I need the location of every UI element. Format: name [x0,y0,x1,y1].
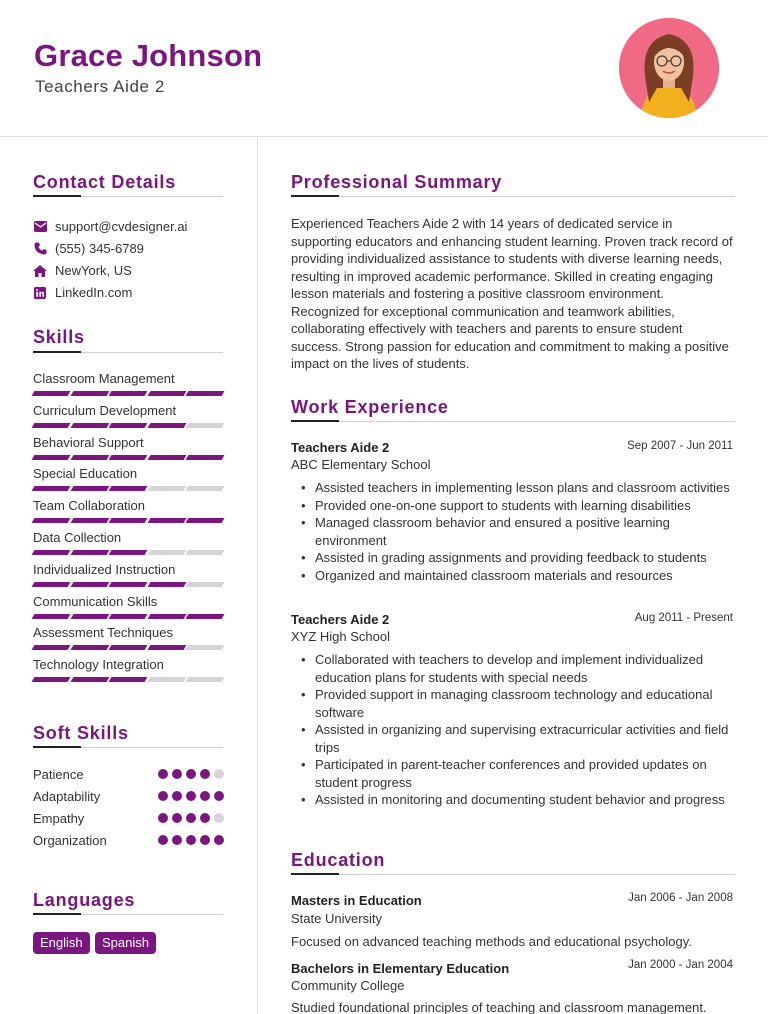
skill-level-segment [109,486,147,491]
skill-level-segment [186,518,224,523]
skill-level-bar [33,518,223,523]
education-1-desc: Focused on advanced teaching methods and educational psychology. [291,934,692,949]
skill-level-segment [109,645,147,650]
summary-rule-accent [291,195,339,197]
skill-level-segment [70,614,108,619]
job-1-org: ABC Elementary School [291,457,431,472]
education-rule-accent [291,873,339,875]
list-item: • Organized and maintained classroom materials and resources [298,567,738,585]
skill-level-segment [109,391,147,396]
skill-level-segment [70,486,108,491]
list-item: • Collaborated with teachers to develop and implement individualized education plans for students with special needs [298,651,738,686]
rating-dot [200,813,210,823]
skill-level-segment [147,486,185,491]
education-2-school: Community College [291,978,405,993]
candidate-title: Teachers Aide 2 [35,77,165,96]
skill-level-segment [32,645,70,650]
skill-level-segment [186,486,224,491]
skill-level-segment [32,582,70,587]
skill-level-segment [147,614,185,619]
education-1-date: Jan 2006 - Jan 2008 [628,892,733,904]
skill-label: Behavioral Support [33,434,144,450]
soft-skill-rating [158,835,224,845]
skill-label: Team Collaboration [33,498,146,514]
contact-linkedin-text: LinkedIn.com [55,285,133,300]
language-chip-spanish: Spanish [95,932,156,954]
list-item: • Participated in parent-teacher conferences and provided updates on student progress [298,756,738,791]
skill-label: Technology Integration [33,657,164,673]
skill-level-bar [33,391,223,396]
skill-label: Data Collection [33,530,122,545]
language-chip-english: English [33,932,90,954]
skill-level-segment [186,614,224,619]
rating-dot [200,835,210,845]
skill-level-segment [32,423,70,428]
list-item: • Assisted in monitoring and documenting student behavior and progress [298,791,738,809]
soft-skill-label: Patience [33,767,84,782]
skill-level-segment [32,677,70,682]
soft-skill-rating [158,791,224,801]
skill-level-segment [186,677,224,682]
job-2-title: Teachers Aide 2 [291,612,390,627]
rating-dot [214,835,224,845]
soft-skills-section-title: Soft Skills [33,723,129,743]
rating-dot [214,813,224,823]
skill-label: Communication Skills [33,593,158,609]
languages-rule-accent [33,913,81,915]
rating-dot [186,791,196,801]
skill-level-segment [70,550,108,555]
skill-label: Individualized Instruction [33,561,176,577]
contact-rule-accent [33,195,81,197]
skill-level-segment [109,677,147,682]
soft-skill-label: Organization [33,833,107,848]
list-item: • Provided one-on-one support to students with learning disabilities [298,497,738,515]
contact-phone-text: (555) 345-6789 [55,241,144,256]
skill-level-segment [147,582,185,587]
rating-dot [172,835,182,845]
job-1-bullets [298,479,738,584]
summary-text: Experienced Teachers Aide 2 with 14 years of dedicated service in supporting educators and enhancing student learning. Proven track record of providing individualized assistance to students with diverse learning needs, resulting in improved academic performance. Skilled in creating engaging lesson materials and fostering a positive classroom environment. Recognized for exceptional communication and teamwork abilities, collaborating effectively with teachers and parents to ensure student success. Strong passion for education and commitment to making a positive impact on the lives of students. [291,216,733,371]
soft-skill-label: Adaptability [33,789,101,804]
skill-level-segment [109,550,147,555]
skill-label: Classroom Management [33,371,175,386]
skill-level-segment [109,582,147,587]
rating-dot [158,813,168,823]
contact-section-title: Contact Details [33,172,177,192]
list-item: • Assisted in grading assignments and providing feedback to students [298,549,738,567]
contact-location [33,263,132,278]
skill-level-segment [32,614,70,619]
education-2-desc: Studied foundational principles of teaching and classroom management. [291,1000,707,1014]
languages-section-title: Languages [33,890,136,910]
skills-rule-accent [33,351,81,353]
rating-dot [172,769,182,779]
contact-linkedin[interactable] [33,285,132,300]
rating-dot [186,769,196,779]
contact-email-text: support@cvdesigner.ai [55,219,188,234]
soft-skill-label: Empathy [33,811,85,826]
contact-location-text: NewYork, US [55,263,132,278]
summary-section-title: Professional Summary [291,172,503,192]
job-2-org: XYZ High School [291,629,390,644]
list-item: • Provided support in managing classroom technology and educational software [298,686,738,721]
soft-skill-rating [158,769,224,779]
skill-level-segment [70,518,108,523]
email-icon [33,220,47,234]
skill-level-segment [186,423,224,428]
skill-level-segment [186,645,224,650]
rating-dot [200,791,210,801]
skill-level-segment [70,391,108,396]
skill-level-segment [147,645,185,650]
soft-skills-rule-accent [33,746,81,748]
education-1-school: State University [291,911,383,926]
skill-level-bar [33,423,223,428]
skill-level-segment [186,550,224,555]
job-1-title: Teachers Aide 2 [291,440,390,455]
skill-label: Curriculum Development [33,402,177,418]
contact-phone[interactable] [33,241,144,256]
skill-level-bar [33,550,223,555]
skill-level-segment [109,518,147,523]
soft-skill-rating [158,813,224,823]
skill-level-bar [33,614,223,619]
job-2-bullets [298,651,738,809]
skill-level-segment [32,391,70,396]
skill-level-bar [33,486,223,491]
rating-dot [214,791,224,801]
profile-photo [619,18,719,118]
skill-level-segment [109,423,147,428]
skill-level-segment [147,518,185,523]
education-1-degree: Masters in Education [291,893,422,908]
skill-level-bar [33,645,223,650]
education-rule [291,874,735,875]
list-item: • Managed classroom behavior and ensured a positive learning environment [298,514,738,549]
skill-level-segment [32,518,70,523]
rating-dot [172,791,182,801]
skill-label: Special Education [33,466,138,482]
contact-email[interactable] [33,219,187,234]
skill-level-segment [147,455,185,460]
skill-level-segment [109,614,147,619]
candidate-name: Grace Johnson [34,38,263,73]
experience-rule [291,421,735,422]
list-item: • Assisted teachers in implementing lesson plans and classroom activities [298,479,738,497]
skill-level-segment [70,423,108,428]
education-section-title: Education [291,850,386,870]
education-2-date: Jan 2000 - Jan 2004 [628,959,733,971]
skill-level-bar [33,455,223,460]
skill-level-segment [70,677,108,682]
skills-section-title: Skills [33,327,85,347]
rating-dot [186,813,196,823]
skill-level-segment [147,391,185,396]
skill-level-segment [186,391,224,396]
skill-label: Assessment Techniques [33,625,173,641]
skill-level-segment [70,582,108,587]
rating-dot [158,769,168,779]
rating-dot [158,835,168,845]
rating-dot [172,813,182,823]
list-item: • Assisted in organizing and supervising extracurricular activities and field trips [298,721,738,756]
skill-level-segment [109,455,147,460]
summary-rule [291,196,735,197]
skill-level-segment [32,455,70,460]
skill-level-segment [186,455,224,460]
column-divider [257,138,258,1014]
rating-dot [200,769,210,779]
skill-level-bar [33,677,223,682]
home-icon [33,264,47,278]
skill-level-segment [186,582,224,587]
job-2-date: Aug 2011 - Present [634,612,733,624]
skill-level-segment [32,550,70,555]
skill-level-segment [147,677,185,682]
rating-dot [214,769,224,779]
education-2-degree: Bachelors in Elementary Education [291,961,510,976]
phone-icon [33,242,47,256]
resume-header [0,0,768,137]
rating-dot [158,791,168,801]
skill-level-segment [147,550,185,555]
skill-level-segment [70,645,108,650]
experience-rule-accent [291,420,339,422]
job-1-date: Sep 2007 - Jun 2011 [627,440,733,452]
rating-dot [186,835,196,845]
linkedin-icon [33,286,47,300]
skill-level-segment [147,423,185,428]
skill-level-segment [32,486,70,491]
experience-section-title: Work Experience [291,397,449,417]
skill-level-segment [70,455,108,460]
skill-level-bar [33,582,223,587]
